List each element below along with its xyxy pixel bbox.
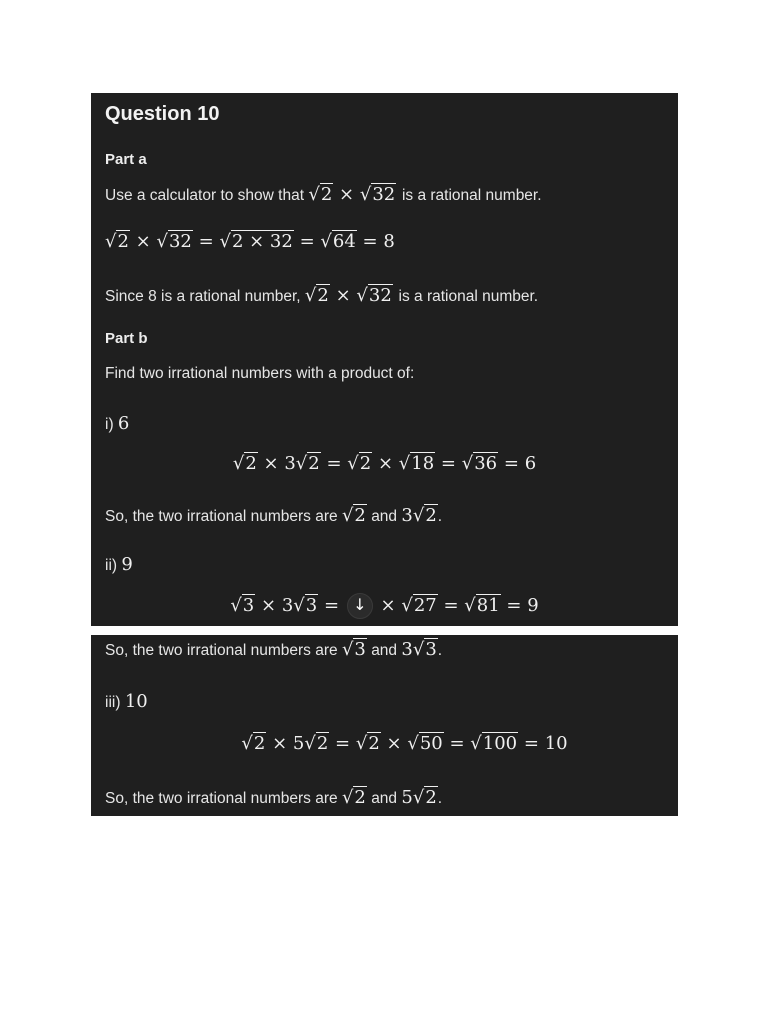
item-i-conclusion: So, the two irrational numbers are √2 and 3√2. xyxy=(105,505,443,526)
item-i-label: i) 6 xyxy=(105,413,130,434)
item-iii-equation: √2 × 5√2 = √2 × √50 = √100 = 10 xyxy=(241,733,568,754)
item-iii-label: iii) 10 xyxy=(105,691,148,712)
part-a-equation: √2 × √32 = √2 × 32 = √64 = 8 xyxy=(105,231,395,252)
part-b-heading: Part b xyxy=(105,330,148,347)
question-panel-top xyxy=(91,93,678,626)
question-panel-bottom xyxy=(91,635,678,816)
part-b-instruction: Find two irrational numbers with a product of: xyxy=(105,365,415,382)
part-a-conclusion: Since 8 is a rational number, √2 × √32 is a rational number. xyxy=(105,285,539,306)
item-ii-equation: √3 × 3√3 = ↓ × √27 = √81 = 9 xyxy=(91,593,678,619)
item-iii-conclusion: So, the two irrational numbers are √2 and 5√2. xyxy=(105,787,443,808)
question-title: Question 10 xyxy=(105,103,220,125)
instruction-expression: √2 × √32 xyxy=(308,184,396,205)
item-i-equation: √2 × 3√2 = √2 × √18 = √36 = 6 xyxy=(232,453,537,474)
part-a-instruction: Use a calculator to show that √2 × √32 is a rational number. xyxy=(105,184,542,205)
arrow-down-icon[interactable]: ↓ xyxy=(347,593,373,619)
part-a-heading: Part a xyxy=(105,151,147,168)
item-ii-label: ii) 9 xyxy=(105,554,133,575)
item-ii-conclusion: So, the two irrational numbers are √3 and 3√3. xyxy=(105,639,443,660)
